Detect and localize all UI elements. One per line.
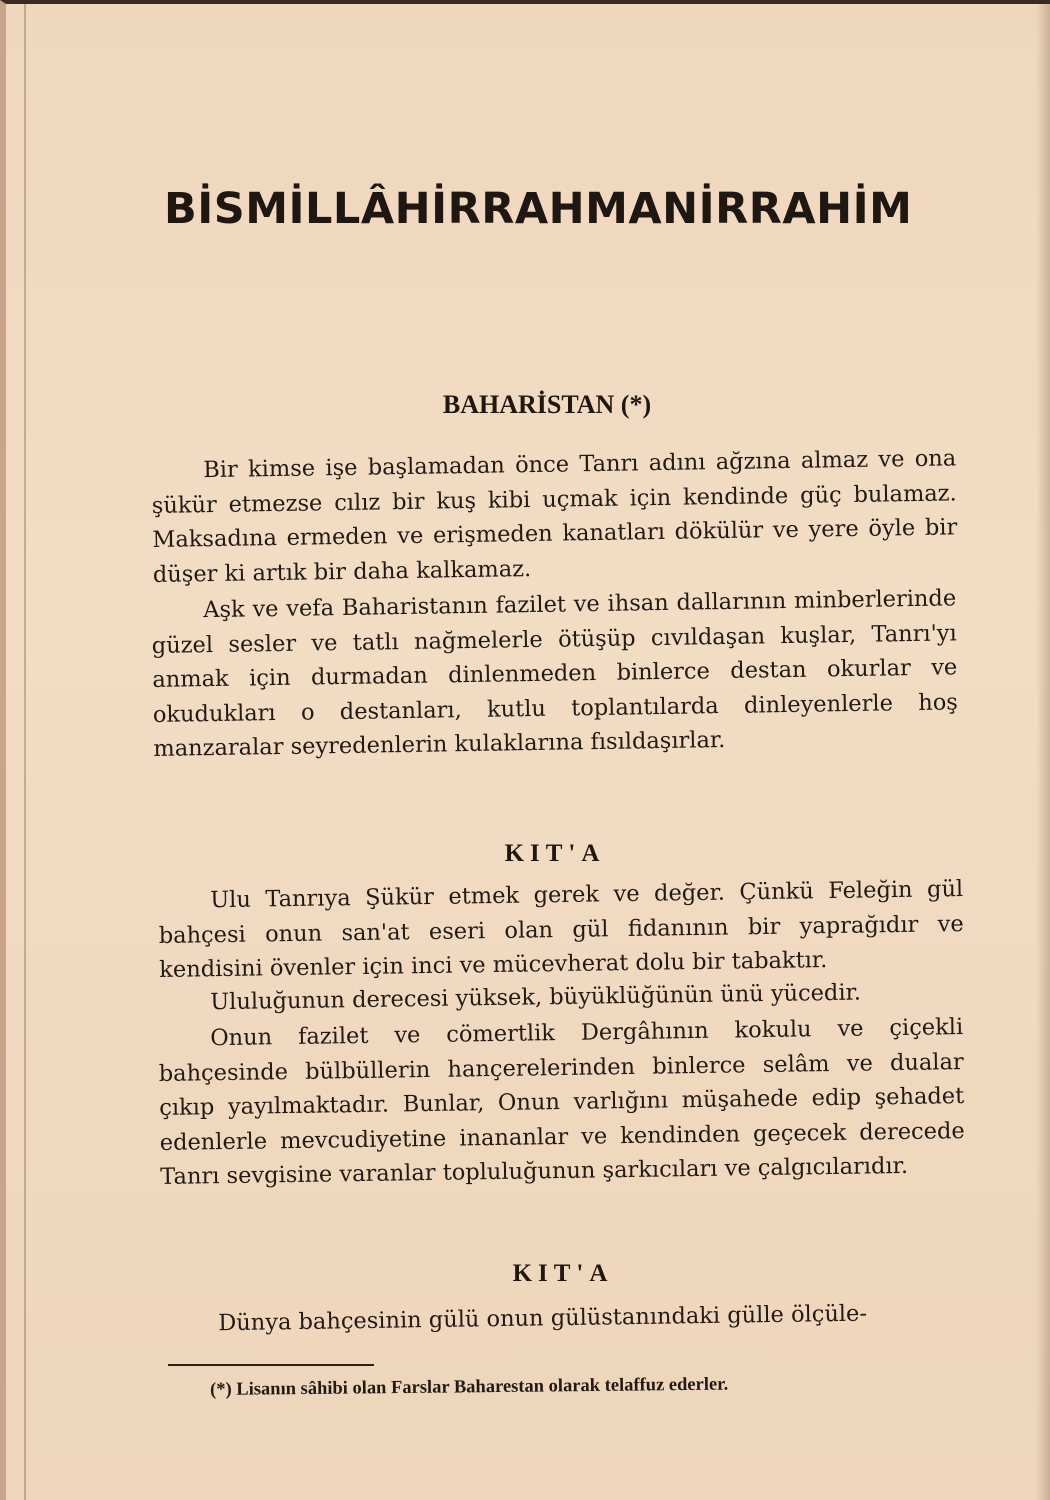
kita2-paragraph-1: Dünya bahçesinin gülü onun gülüstanındaki gülle ölçüle-: [218, 1300, 868, 1337]
section-heading-baharistan: BAHARİSTAN (*): [442, 390, 652, 419]
intro-paragraph: Bir kimse işe başlamadan önce Tanrı adını ağzına almaz ve ona şükür etmezse cılız bir kuş kibi uçmak için kendinde güç bulamaz. Maksadına ermeden ve erişmeden kanatları dökülür ve yere öyle bir düşer ki artık bir daha kalkamaz.: [151, 445, 958, 588]
kita2-paragraph-1-block: [166, 1295, 966, 1341]
kita1-paragraph-3-block: [158, 1010, 965, 1195]
second-paragraph: Aşk ve vefa Baharistanın fazilet ve ihsan dallarının minberlerinde güzel sesler ve tatlı nağmelerle ötüşüp cıvıldaşan kuşlar, Tanrı'yı anmak için durmadan dinlenmeden binlerce destan okurlar ve okudukları o destanları, kutlu toplantılarda dinleyenlerle hoş manzaralar seyredenlerin kulaklarına fısıldaşırlar.: [151, 585, 959, 763]
page-title: BİSMİLLÂHİRRAHMANİRRAHİM: [164, 184, 913, 234]
kita1-paragraph-1: Ulu Tanrıya Şükür etmek gerek ve değer. Çünkü Feleğin gül bahçesi onun san'at eseri olan gül fidanının bir yaprağıdır ve kendisini övenler için inci ve mücevherat dolu bir tabaktır.: [158, 876, 964, 984]
second-paragraph-block: [151, 581, 959, 767]
kita1-paragraph-2: Ululuğunun derecesi yüksek, büyüklüğünün ünü yücedir.: [210, 979, 862, 1016]
kita1-paragraph-1-block: [158, 872, 964, 988]
kita1-paragraph-3: Onun fazilet ve cömertlik Dergâhının kokulu ve çiçekli bahçesinde bülbüllerin hançerelerinden binlerce selâm ve dualar çıkıp yayılmaktadır. Bunlar, Onun varlığını müşahede edip şehadet edenlerle mevcudiyetine inananlar ve kendinden geçecek derecede Tanrı sevgisine varanlar topluluğunun şarkıcıları ve çalgıcılarıdır.: [158, 1014, 965, 1191]
intro-paragraph-block: [151, 441, 958, 592]
footnote-divider: [168, 1364, 374, 1366]
kita-heading-2: KIT'A: [512, 1260, 614, 1287]
kita-heading-1: KIT'A: [504, 840, 606, 867]
footnote: (*) Lisanın sâhibi olan Farslar Baharestan olarak telaffuz ederler.: [210, 1374, 729, 1400]
